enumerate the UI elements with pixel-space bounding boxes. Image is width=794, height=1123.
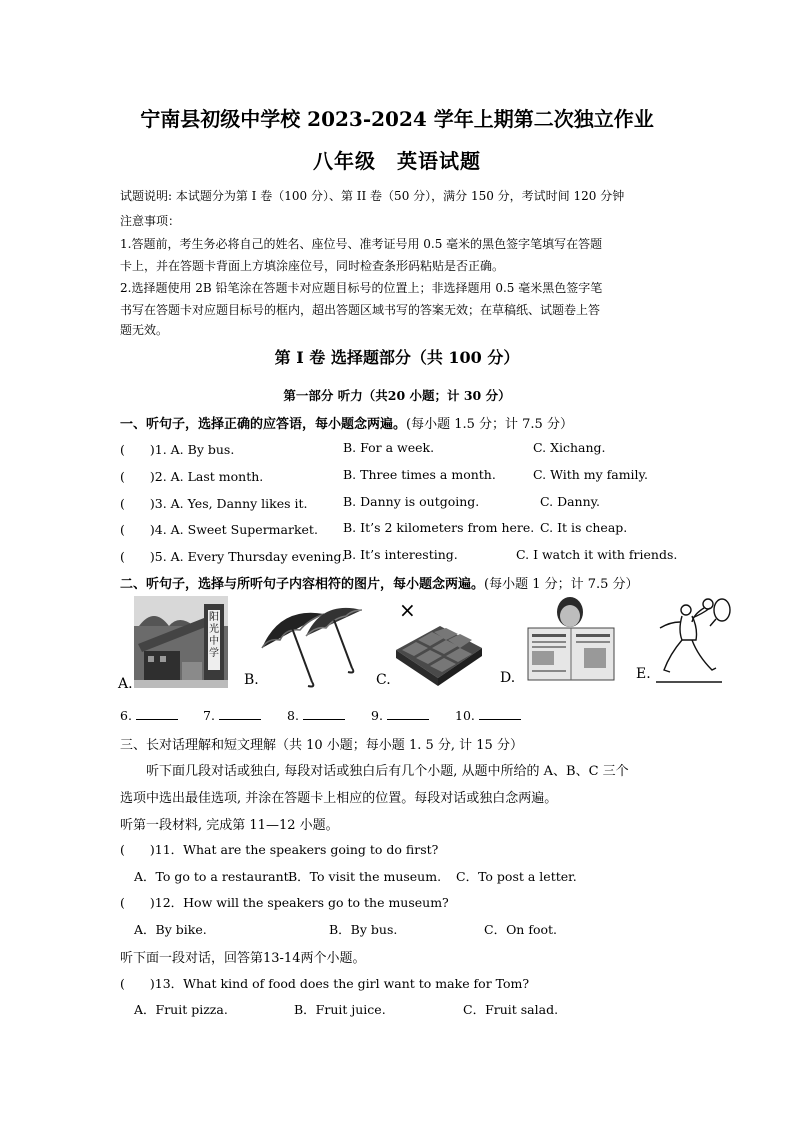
- q12-stem: ( )12．How will the speakers go to the museum?: [120, 895, 449, 910]
- q5-option-b: B. It’s interesting.: [343, 547, 458, 562]
- q13-option-c: C．Fruit salad.: [463, 1002, 559, 1017]
- picture-d-label: D.: [500, 670, 516, 686]
- section-two-heading-text: 二、听句子，选择与所听句子内容相符的图片，每小题念两遍。: [120, 577, 485, 592]
- q11-option-c: C．To post a letter.: [456, 869, 577, 884]
- q13-option-a: A．Fruit pizza.: [134, 1002, 228, 1017]
- section-two-heading: [120, 573, 639, 592]
- blank-line[interactable]: [479, 707, 521, 720]
- q13-option-b: B．Fruit juice.: [294, 1002, 386, 1017]
- notes-heading: 注意事项：: [120, 214, 181, 228]
- section-one-score: (每小题 1.5 分；计 7.5 分）: [406, 417, 573, 432]
- answer-blank-7[interactable]: [203, 707, 261, 723]
- exam-description: 试题说明: 本试题分为第 I 卷（100 分）、第 II 卷（50 分），满分 150 分，考试时间 120 分钟: [120, 189, 625, 203]
- q3-option-b: B. Danny is outgoing.: [343, 494, 480, 509]
- q1-option-b: B. For a week.: [343, 440, 435, 455]
- listening-section-title: 第一部分 听力（共20 小题；计 30 分）: [283, 388, 511, 403]
- q2-option-c: C. With my family.: [533, 467, 648, 482]
- q13-stem: ( )13．What kind of food does the girl want to make for Tom?: [120, 976, 530, 991]
- note-line: 2.选择题使用 2B 铅笔涂在答题卡对应题目标号的位置上；非选择题用 0.5 毫米黑色签字笔: [120, 281, 603, 295]
- q5-option-c: C. I watch it with friends.: [516, 547, 678, 562]
- q3-stem: ( )3. A. Yes, Danny likes it.: [120, 496, 308, 511]
- answer-blank-9[interactable]: [371, 707, 429, 723]
- blank-number: 9.: [371, 708, 383, 723]
- part-one-title: 第 I 卷 选择题部分（共 100 分）: [274, 348, 520, 367]
- section-three-instruction: 选项中选出最佳选项, 并涂在答题卡上相应的位置。每段对话或独白念两遍。: [120, 791, 558, 806]
- chocolate-bar-image: [396, 620, 482, 686]
- q12-option-a: A．By bike.: [134, 922, 207, 937]
- umbrellas-image: [258, 598, 362, 688]
- section-one-heading-text: 一、听句子，选择正确的应答语，每小题念两遍。: [120, 417, 407, 432]
- blank-line[interactable]: [219, 707, 261, 720]
- note-line: 卡上，并在答题卡背面上方填涂座位号，同时检查条形码粘贴是否正确。: [120, 259, 505, 273]
- section-two-score: (每小题 1 分；计 7.5 分）: [484, 577, 639, 592]
- blank-number: 10.: [455, 708, 475, 723]
- section-three-heading: 三、长对话理解和短文理解（共 10 小题；每小题 1. 5 分, 计 15 分）: [120, 738, 523, 753]
- exam-subtitle: 八年级 英语试题: [313, 149, 481, 173]
- note-line: 书写在答题卡对应题目标号的框内，超出答题区域书写的答案无效；在草稿纸、试题卷上答: [120, 303, 601, 317]
- picture-a-label: A.: [118, 676, 133, 692]
- picture-c-label: C.: [376, 672, 391, 688]
- answer-blank-6[interactable]: [120, 707, 178, 723]
- q12-option-c: C．On foot.: [484, 922, 558, 937]
- q2-stem: ( )2. A. Last month.: [120, 469, 264, 484]
- section-three-instruction: 听下面几段对话或独白, 每段对话或独白后有几个小题, 从题中所给的 A、B、C 三个: [146, 764, 629, 779]
- q3-option-c: C. Danny.: [540, 494, 601, 509]
- cross-mark-icon: ×: [399, 598, 416, 622]
- blank-line[interactable]: [303, 707, 345, 720]
- exam-title: 宁南县初级中学校 2023-2024 学年上期第二次独立作业: [140, 107, 654, 131]
- blank-number: 6.: [120, 708, 132, 723]
- q4-option-c: C. It is cheap.: [540, 520, 628, 535]
- tennis-player-image: [652, 596, 736, 684]
- section-one-heading: [120, 413, 573, 432]
- q11-option-a: A．To go to a restaurant.: [134, 869, 293, 884]
- answer-blank-10[interactable]: [455, 707, 521, 723]
- answer-blank-8[interactable]: [287, 707, 345, 723]
- blank-line[interactable]: [136, 707, 178, 720]
- q1-option-c: C. Xichang.: [533, 440, 606, 455]
- note-line: 1.答题前，考生务必将自己的姓名、座位号、准考证号用 0.5 毫米的黑色签字笔填写在答题: [120, 237, 603, 251]
- q5-stem: ( )5. A. Every Thursday evening.: [120, 549, 346, 564]
- picture-b-label: B.: [244, 672, 259, 688]
- material-one-note: 听第一段材料, 完成第 11—12 小题。: [120, 818, 339, 833]
- q11-stem: ( )11．What are the speakers going to do first?: [120, 842, 439, 857]
- blank-number: 7.: [203, 708, 215, 723]
- picture-e-label: E.: [636, 666, 651, 682]
- note-line: 题无效。: [120, 323, 169, 337]
- blank-line[interactable]: [387, 707, 429, 720]
- q4-stem: ( )4. A. Sweet Supermarket.: [120, 522, 318, 537]
- dialogue-two-note: 听下面一段对话，回答第13-14两个小题。: [120, 951, 366, 966]
- q12-option-b: B．By bus.: [329, 922, 398, 937]
- q11-option-b: B．To visit the museum.: [288, 869, 442, 884]
- q2-option-b: B. Three times a month.: [343, 467, 496, 482]
- blank-number: 8.: [287, 708, 299, 723]
- newspaper-reader-image: [524, 594, 618, 688]
- q1-stem: ( )1. A. By bus.: [120, 442, 235, 457]
- q4-option-b: B. It’s 2 kilometers from here.: [343, 520, 535, 535]
- school-sign-text: 阳光中学: [209, 612, 219, 659]
